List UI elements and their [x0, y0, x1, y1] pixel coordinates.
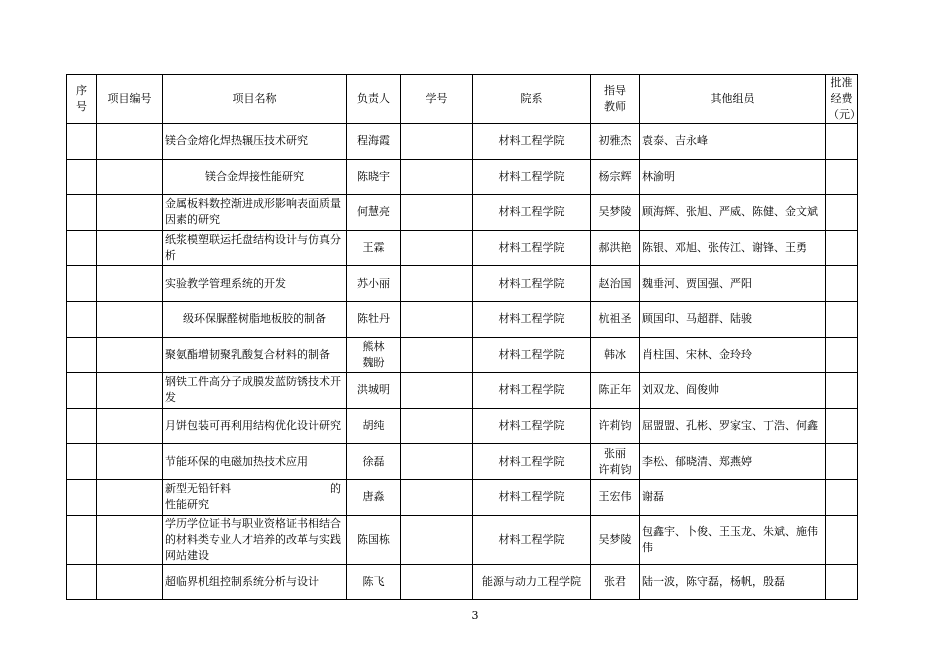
cell-funding	[826, 373, 858, 409]
cell-name	[163, 337, 347, 373]
cell-name-text: 节能环保的电磁加热技术应用	[165, 454, 308, 468]
cell-members-text: 顾国印、马超群、陆骏	[642, 312, 752, 326]
cell-name	[163, 444, 347, 480]
cell-advisor-text: 赵治国	[598, 276, 632, 290]
cell-college	[473, 444, 591, 480]
cell-leader	[347, 195, 401, 231]
cell-leader-text: 苏小丽	[357, 276, 390, 290]
cell-advisor-text: 杨宗辉	[598, 169, 632, 183]
cell-seq	[67, 479, 97, 515]
cell-leader	[347, 408, 401, 444]
cell-leader	[347, 337, 401, 373]
cell-student-id	[401, 373, 473, 409]
table-row	[67, 124, 858, 160]
cell-college	[473, 266, 591, 302]
cell-student-id	[401, 408, 473, 444]
cell-college	[473, 230, 591, 266]
cell-members-text: 刘双龙、阎俊帅	[642, 383, 719, 397]
cell-college-text: 材料工程学院	[498, 454, 565, 468]
cell-members-text: 李松、郁晓清、郑燕婷	[642, 454, 752, 468]
cell-name-text: 实验教学管理系统的开发	[165, 276, 286, 290]
cell-leader-text: 何慧亮	[357, 205, 390, 219]
cell-advisor	[591, 408, 640, 444]
cell-name-text: 超临界机组控制系统分析与设计	[165, 574, 319, 588]
cell-leader	[347, 564, 401, 600]
cell-student-id	[401, 479, 473, 515]
cell-members	[640, 515, 826, 564]
cell-seq	[67, 444, 97, 480]
cell-members-text: 林渝明	[642, 169, 675, 183]
cell-funding	[826, 124, 858, 160]
cell-members	[640, 373, 826, 409]
cell-members	[640, 564, 826, 600]
table-row	[67, 515, 858, 564]
cell-leader	[347, 479, 401, 515]
cell-members	[640, 195, 826, 231]
cell-college	[473, 515, 591, 564]
cell-name	[163, 373, 347, 409]
cell-members-text: 魏垂河、贾国强、严阳	[642, 276, 752, 290]
cell-college	[473, 337, 591, 373]
cell-members-text: 谢磊	[642, 490, 664, 504]
cell-leader	[347, 124, 401, 160]
cell-code	[97, 479, 163, 515]
cell-members	[640, 124, 826, 160]
cell-seq	[67, 408, 97, 444]
cell-advisor	[591, 337, 640, 373]
cell-college-text: 材料工程学院	[498, 169, 565, 183]
cell-code	[97, 230, 163, 266]
cell-college	[473, 195, 591, 231]
cell-advisor	[591, 515, 640, 564]
cell-leader-text: 徐磊	[362, 454, 385, 468]
cell-leader-text: 陈牡丹	[357, 312, 390, 326]
table-row	[67, 373, 858, 409]
cell-members	[640, 479, 826, 515]
cell-code	[97, 444, 163, 480]
cell-college-text: 材料工程学院	[498, 383, 565, 397]
cell-student-id	[401, 301, 473, 337]
cell-college	[473, 301, 591, 337]
cell-code	[97, 159, 163, 195]
header-row	[67, 75, 858, 124]
header-advisor: 指导 教师	[591, 75, 640, 124]
cell-code	[97, 408, 163, 444]
cell-leader-text: 熊林 魏盼	[362, 339, 385, 369]
cell-name	[163, 408, 347, 444]
cell-funding	[826, 408, 858, 444]
cell-funding	[826, 564, 858, 600]
cell-student-id	[401, 337, 473, 373]
cell-student-id	[401, 230, 473, 266]
cell-college-text: 材料工程学院	[498, 532, 565, 546]
cell-code	[97, 124, 163, 160]
cell-college-text: 材料工程学院	[498, 276, 565, 290]
cell-advisor-text: 郝洪艳	[598, 241, 632, 255]
header-leader: 负责人	[347, 75, 401, 124]
cell-name-text: 纸浆模塑联运托盘结构设计与仿真分析	[165, 233, 341, 263]
cell-college	[473, 564, 591, 600]
cell-advisor-text: 王宏伟	[598, 490, 632, 504]
cell-name-text: 镁合金熔化焊热辗压技术研究	[165, 134, 308, 148]
cell-advisor-text: 韩冰	[604, 347, 626, 361]
table-row	[67, 266, 858, 302]
header-members: 其他组员	[640, 75, 826, 124]
cell-name-text: 钢铁工件高分子成膜发蓝防锈技术开发	[165, 375, 341, 405]
cell-leader	[347, 266, 401, 302]
cell-advisor-text: 陈正年	[598, 383, 632, 397]
cell-student-id	[401, 515, 473, 564]
table-row	[67, 195, 858, 231]
cell-name	[163, 515, 347, 564]
cell-name-text: 新型无铅钎料 的性能研究	[165, 482, 341, 512]
cell-code	[97, 266, 163, 302]
cell-advisor-text: 许莉钧	[598, 419, 632, 433]
cell-advisor-text: 初雅杰	[598, 134, 632, 148]
cell-members	[640, 159, 826, 195]
cell-leader-text: 陈国栋	[357, 532, 390, 546]
cell-name	[163, 479, 347, 515]
header-name: 项目名称	[163, 75, 347, 124]
cell-college-text: 材料工程学院	[498, 419, 565, 433]
table-body	[67, 124, 858, 600]
cell-leader	[347, 515, 401, 564]
cell-student-id	[401, 266, 473, 302]
cell-leader	[347, 301, 401, 337]
cell-members-text: 陈银、邓旭、张传江、谢锋、王勇	[642, 241, 807, 255]
cell-college-text: 材料工程学院	[498, 134, 565, 148]
table-row	[67, 159, 858, 195]
cell-advisor	[591, 124, 640, 160]
cell-funding	[826, 444, 858, 480]
cell-members	[640, 444, 826, 480]
cell-student-id	[401, 159, 473, 195]
cell-name	[163, 230, 347, 266]
cell-college	[473, 124, 591, 160]
cell-college	[473, 408, 591, 444]
cell-code	[97, 195, 163, 231]
cell-seq	[67, 159, 97, 195]
cell-seq	[67, 124, 97, 160]
cell-college-text: 材料工程学院	[498, 241, 565, 255]
table-row	[67, 301, 858, 337]
cell-members	[640, 408, 826, 444]
cell-code	[97, 373, 163, 409]
cell-name	[163, 159, 347, 195]
cell-college-text: 材料工程学院	[498, 490, 565, 504]
cell-members	[640, 337, 826, 373]
cell-student-id	[401, 564, 473, 600]
cell-leader-text: 唐淼	[362, 490, 385, 504]
table-row	[67, 444, 858, 480]
cell-funding	[826, 479, 858, 515]
cell-leader-text: 陈飞	[362, 574, 385, 588]
header-college: 院系	[473, 75, 591, 124]
cell-college-text: 材料工程学院	[498, 312, 565, 326]
cell-advisor	[591, 230, 640, 266]
table-row	[67, 230, 858, 266]
cell-name-text: 月饼包装可再利用结构优化设计研究	[165, 419, 341, 433]
cell-advisor-text: 张君	[604, 574, 626, 588]
cell-name-text: 镁合金焊接性能研究	[205, 169, 304, 183]
cell-members-text: 肖柱国、宋林、金玲玲	[642, 347, 752, 361]
cell-members-text: 包鑫宇、卜俊、王玉龙、朱斌、施伟伟	[642, 524, 818, 554]
cell-funding	[826, 301, 858, 337]
cell-name-text: 级环保脲醛树脂地板胶的制备	[183, 312, 326, 326]
cell-seq	[67, 195, 97, 231]
cell-seq	[67, 230, 97, 266]
page-number: 3	[471, 609, 479, 622]
cell-leader	[347, 159, 401, 195]
cell-funding	[826, 159, 858, 195]
cell-college	[473, 479, 591, 515]
header-student-id: 学号	[401, 75, 473, 124]
cell-student-id	[401, 195, 473, 231]
cell-leader-text: 程海霞	[357, 134, 390, 148]
cell-code	[97, 564, 163, 600]
cell-funding	[826, 195, 858, 231]
cell-members	[640, 301, 826, 337]
cell-name	[163, 124, 347, 160]
cell-student-id	[401, 124, 473, 160]
cell-advisor-text: 张丽 许莉钧	[598, 446, 632, 476]
cell-members	[640, 266, 826, 302]
table-row	[67, 564, 858, 600]
cell-seq	[67, 373, 97, 409]
cell-name	[163, 195, 347, 231]
cell-leader-text: 胡纯	[362, 419, 385, 433]
cell-advisor	[591, 159, 640, 195]
cell-advisor	[591, 479, 640, 515]
header-seq: 序 号	[67, 75, 97, 124]
cell-leader	[347, 444, 401, 480]
cell-advisor	[591, 373, 640, 409]
cell-advisor	[591, 301, 640, 337]
table-row	[67, 337, 858, 373]
cell-advisor-text: 杭祖圣	[598, 312, 632, 326]
cell-college-text: 能源与动力工程学院	[482, 574, 581, 588]
cell-seq	[67, 301, 97, 337]
cell-leader-text: 陈晓宇	[357, 169, 390, 183]
cell-college	[473, 159, 591, 195]
cell-name-text: 金属板料数控渐进成形影响表面质量因素的研究	[165, 197, 341, 227]
cell-leader-text: 洪城明	[357, 383, 390, 397]
cell-seq	[67, 515, 97, 564]
cell-members-text: 陆一波，陈守磊，杨帆，殷磊	[642, 574, 785, 588]
cell-advisor	[591, 444, 640, 480]
cell-members-text: 屈盟盟、孔彬、罗家宝、丁浩、何鑫	[642, 419, 818, 433]
cell-seq	[67, 564, 97, 600]
cell-seq	[67, 266, 97, 302]
cell-name	[163, 266, 347, 302]
cell-name	[163, 564, 347, 600]
project-table	[66, 74, 861, 600]
cell-name-text: 学历学位证书与职业资格证书相结合的材料类专业人才培养的改革与实践网站建设	[165, 516, 341, 562]
cell-name-text: 聚氨酯增韧聚乳酸复合材料的制备	[165, 347, 330, 361]
cell-college-text: 材料工程学院	[498, 205, 565, 219]
cell-name	[163, 301, 347, 337]
cell-leader	[347, 230, 401, 266]
cell-code	[97, 515, 163, 564]
cell-funding	[826, 230, 858, 266]
cell-members	[640, 230, 826, 266]
cell-advisor	[591, 195, 640, 231]
cell-leader-text: 王霖	[362, 241, 385, 255]
cell-advisor	[591, 266, 640, 302]
cell-funding	[826, 266, 858, 302]
cell-advisor-text: 吴梦陵	[598, 532, 632, 546]
cell-members-text: 顾海辉、张旭、严威、陈健、金文斌	[642, 205, 818, 219]
cell-funding	[826, 337, 858, 373]
header-funding: 批准经费 （元）	[826, 75, 858, 124]
header-code: 项目编号	[97, 75, 163, 124]
table-row	[67, 479, 858, 515]
cell-college-text: 材料工程学院	[498, 347, 565, 361]
cell-funding	[826, 515, 858, 564]
cell-code	[97, 337, 163, 373]
cell-leader	[347, 373, 401, 409]
cell-code	[97, 301, 163, 337]
cell-advisor	[591, 564, 640, 600]
cell-members-text: 袁泰、吉永峰	[642, 134, 708, 148]
cell-student-id	[401, 444, 473, 480]
cell-advisor-text: 吴梦陵	[598, 205, 632, 219]
cell-college	[473, 373, 591, 409]
cell-seq	[67, 337, 97, 373]
table-row	[67, 408, 858, 444]
